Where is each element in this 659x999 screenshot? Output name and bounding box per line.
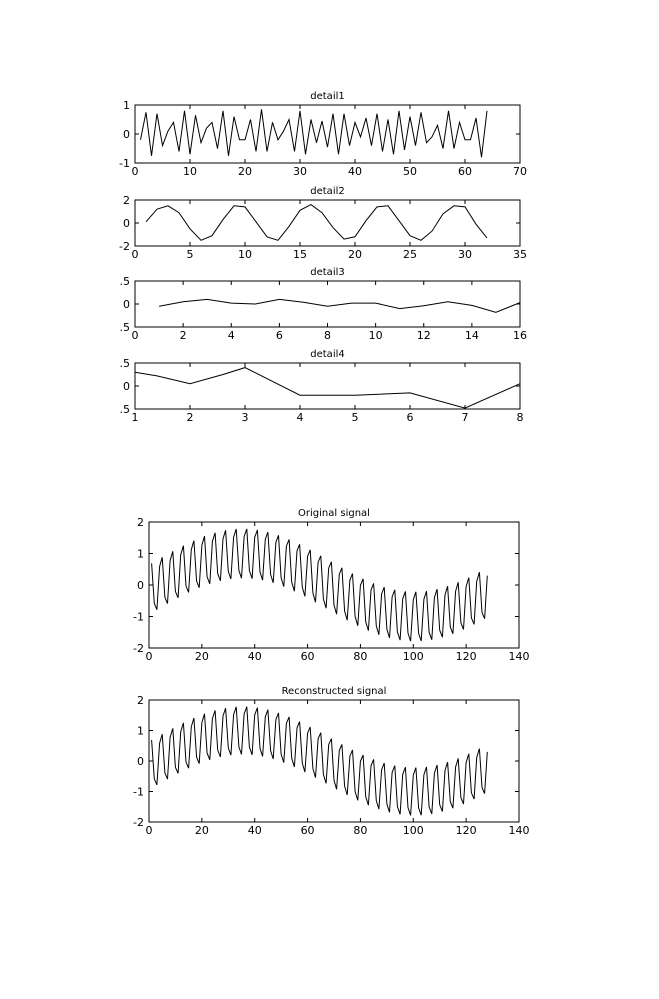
detail1-x-tick-label: 30 [293, 165, 307, 178]
reconstructed-signal-y-tick-label: -2 [133, 816, 144, 829]
original-signal-x-tick-label: 100 [402, 650, 424, 663]
detail2-y-tick-label: -2 [119, 240, 130, 253]
detail2-chart [119, 186, 527, 261]
detail4-x-tick-label: 3 [241, 411, 249, 424]
detail4-x-tick-label: 5 [351, 411, 359, 424]
original-signal-chart [133, 508, 529, 663]
original-signal-y-tick-label: 0 [137, 579, 144, 592]
detail1-x-tick-label: 40 [348, 165, 362, 178]
reconstructed-signal-x-tick-label: 60 [300, 824, 315, 837]
detail4-axes [135, 363, 520, 409]
detail4-title: detail4 [310, 349, 345, 360]
detail3-x-tick-label: 12 [416, 329, 431, 342]
original-signal-y-tick-label: -2 [133, 642, 144, 655]
original-signal-y-tick-label: 1 [137, 547, 144, 561]
reconstructed-signal-x-tick-label: 40 [247, 824, 262, 837]
detail4-x-tick-label: 2 [186, 411, 194, 424]
reconstructed-signal-x-tick-label: 20 [194, 824, 209, 837]
detail1-x-tick-label: 0 [131, 165, 139, 178]
detail1-x-tick-label: 60 [458, 165, 472, 178]
reconstructed-signal-title: Reconstructed signal [281, 686, 387, 697]
detail3-x-tick-label: 4 [227, 329, 235, 342]
original-signal-x-tick-label: 140 [508, 650, 530, 663]
detail2-x-tick-label: 15 [293, 248, 307, 261]
detail1-y-tick-label: 1 [123, 99, 130, 112]
original-signal-x-tick-label: 20 [194, 650, 209, 663]
original-signal-x-tick-label: 120 [455, 650, 477, 663]
detail4-x-tick-label: 6 [406, 411, 414, 424]
reconstructed-signal-x-tick-label: 80 [353, 824, 368, 837]
original-signal-y-tick-label: 2 [137, 516, 144, 529]
detail4-x-tick-label: 7 [461, 411, 469, 424]
detail1-y-tick-label: -1 [119, 157, 130, 170]
reconstructed-signal-y-tick-label: -1 [133, 785, 144, 799]
original-signal-x-tick-label: 60 [300, 650, 315, 663]
detail3-title: detail3 [310, 267, 345, 278]
detail1-chart [119, 91, 527, 178]
detail3-x-tick-label: 2 [179, 329, 187, 342]
detail3-x-tick-label: 10 [368, 329, 383, 342]
reconstructed-signal-x-tick-label: 0 [145, 824, 153, 837]
detail4-x-tick-label: 8 [516, 411, 524, 424]
reconstructed-signal-y-tick-label: 0 [137, 755, 144, 768]
reconstructed-signal-x-tick-label: 120 [455, 824, 477, 837]
detail2-x-tick-label: 25 [403, 248, 417, 261]
detail3-x-tick-label: 14 [464, 329, 479, 342]
detail1-x-tick-label: 70 [513, 165, 527, 178]
original-signal-x-tick-label: 0 [145, 650, 153, 663]
original-signal-y-tick-label: -1 [133, 610, 144, 624]
detail2-x-tick-label: 35 [513, 248, 527, 261]
detail4-y-tick-label: .5 [119, 357, 130, 370]
detail4-y-tick-label: 0 [123, 380, 130, 393]
detail3-y-tick-label: .5 [119, 275, 130, 288]
detail2-x-tick-label: 10 [238, 248, 252, 261]
detail1-title: detail1 [310, 91, 345, 102]
detail4-x-tick-label: 1 [131, 411, 139, 424]
detail2-x-tick-label: 5 [186, 248, 194, 261]
reconstructed-signal-x-tick-label: 100 [402, 824, 424, 837]
detail3-x-tick-label: 16 [513, 329, 527, 342]
detail3-x-tick-label: 6 [275, 329, 283, 342]
detail2-x-tick-label: 20 [348, 248, 362, 261]
reconstructed-signal-x-tick-label: 140 [508, 824, 530, 837]
detail3-y-tick-label: .5 [119, 321, 130, 334]
detail1-x-tick-label: 10 [183, 165, 197, 178]
detail1-x-tick-label: 20 [238, 165, 252, 178]
detail1-y-tick-label: 0 [123, 128, 130, 141]
detail3-x-tick-label: 8 [324, 329, 331, 342]
detail4-y-tick-label: .5 [119, 403, 130, 416]
original-signal-x-tick-label: 80 [353, 650, 368, 663]
detail4-x-tick-label: 4 [296, 411, 304, 424]
detail2-y-tick-label: 2 [123, 194, 130, 207]
original-signal-title: Original signal [298, 508, 370, 519]
detail3-x-tick-label: 0 [131, 329, 139, 342]
detail3-y-tick-label: 0 [123, 298, 130, 311]
detail2-x-tick-label: 0 [131, 248, 139, 261]
reconstructed-signal-y-tick-label: 1 [137, 724, 144, 738]
detail2-x-tick-label: 30 [458, 248, 472, 261]
detail3-chart [120, 267, 528, 342]
detail4-chart [120, 349, 524, 424]
original-signal-x-tick-label: 40 [247, 650, 262, 663]
detail1-x-tick-label: 50 [403, 165, 417, 178]
reconstructed-signal-y-tick-label: 2 [137, 694, 144, 707]
reconstructed-signal-chart [133, 686, 529, 837]
detail2-y-tick-label: 0 [123, 217, 130, 230]
detail2-title: detail2 [310, 186, 345, 197]
